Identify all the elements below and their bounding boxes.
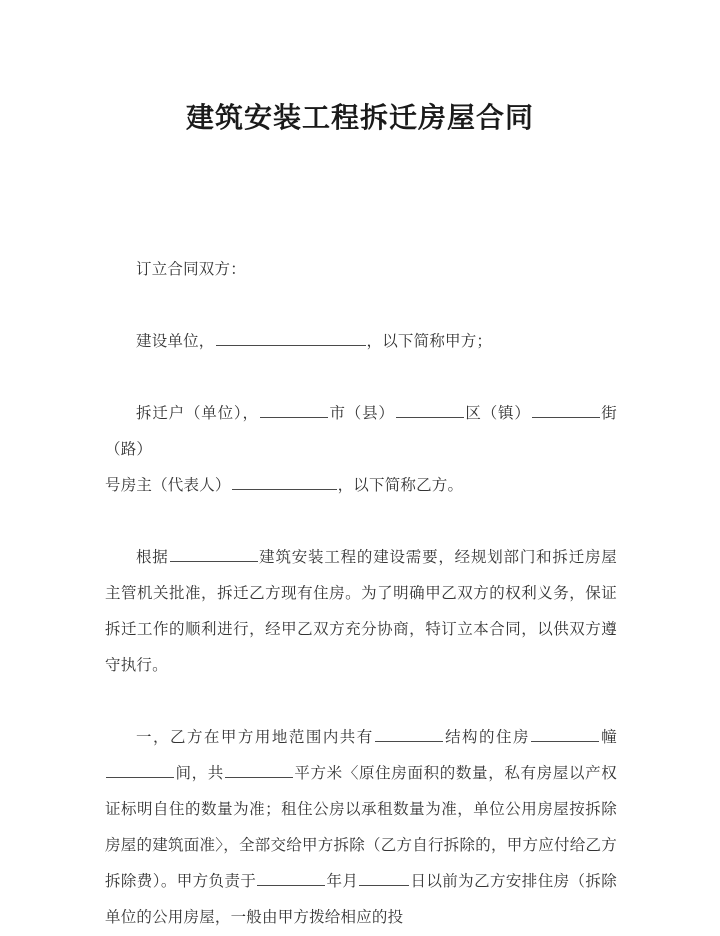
party-a-name-blank[interactable] <box>216 330 366 346</box>
party-a-line <box>105 324 617 360</box>
spacer <box>105 504 617 540</box>
recital-prefix: 根据 <box>136 549 169 566</box>
building-count-blank[interactable] <box>531 726 599 742</box>
party-b-city-label: 市（县） <box>328 405 395 422</box>
party-b-street-label: 街（路） <box>105 405 617 458</box>
document-title: 建筑安装工程拆迁房屋合同 <box>185 102 534 134</box>
party-b-owner-blank[interactable] <box>232 474 337 490</box>
party-b-line-2 <box>105 468 617 504</box>
recital-project-blank[interactable] <box>170 546 258 562</box>
party-b-label: 拆迁户（单位）， <box>136 405 259 422</box>
article-one-part-f: 年月 <box>326 873 359 890</box>
article-one-part-a: 一，乙方在甲方用地范围内共有 <box>136 729 374 746</box>
structure-type-blank[interactable] <box>375 726 443 742</box>
deadline-day-blank[interactable] <box>359 870 409 886</box>
article-one-part-c: 幢 <box>600 729 617 746</box>
party-a-label: 建设单位， <box>136 333 215 350</box>
party-b-owner-label: 号房主（代表人） <box>105 477 231 494</box>
party-b-street-blank[interactable] <box>532 402 600 418</box>
spacer <box>105 684 617 720</box>
room-count-blank[interactable] <box>106 762 174 778</box>
article-one-part-b: 结构的住房 <box>443 729 530 746</box>
deadline-year-blank[interactable] <box>257 870 325 886</box>
party-a-suffix: ，以下简称甲方； <box>366 333 493 350</box>
party-b-district-label: 区（镇） <box>464 405 531 422</box>
party-b-city-blank[interactable] <box>260 402 328 418</box>
party-b-district-blank[interactable] <box>396 402 464 418</box>
recital-body: 建筑安装工程的建设需要，经规划部门和拆迁房屋主管机关批准，拆迁乙方现有住房。为了明确甲乙双方的权利义务，保证拆迁工作的顺利进行，经甲乙双方充分协商，特订立本合同，以供双方遵守执行。 <box>105 549 618 674</box>
party-b-line-1 <box>105 396 617 468</box>
recital-paragraph <box>105 540 617 684</box>
spacer <box>105 288 617 324</box>
parties-heading: 订立合同双方： <box>136 261 246 278</box>
article-one-paragraph <box>105 720 617 936</box>
document-body <box>105 252 617 936</box>
party-b-owner-suffix: ，以下简称乙方。 <box>337 477 464 494</box>
article-one-part-g: 日以前为乙方安排住房（拆除单位的公用房屋，一般由甲方拨给相应的投 <box>105 873 617 926</box>
spacer <box>105 360 617 396</box>
area-blank[interactable] <box>225 762 293 778</box>
article-one-part-e: 平方米〈原住房面积的数量，私有房屋以产权证标明自住的数量为准；租住公房以承租数量为准，单位公用房屋按拆除房屋的建筑面准〉，全部交给甲方拆除（乙方自行拆除的，甲方应付给乙方拆除费）。甲方负责于 <box>105 765 617 890</box>
article-one-part-d: 间，共 <box>175 765 224 782</box>
